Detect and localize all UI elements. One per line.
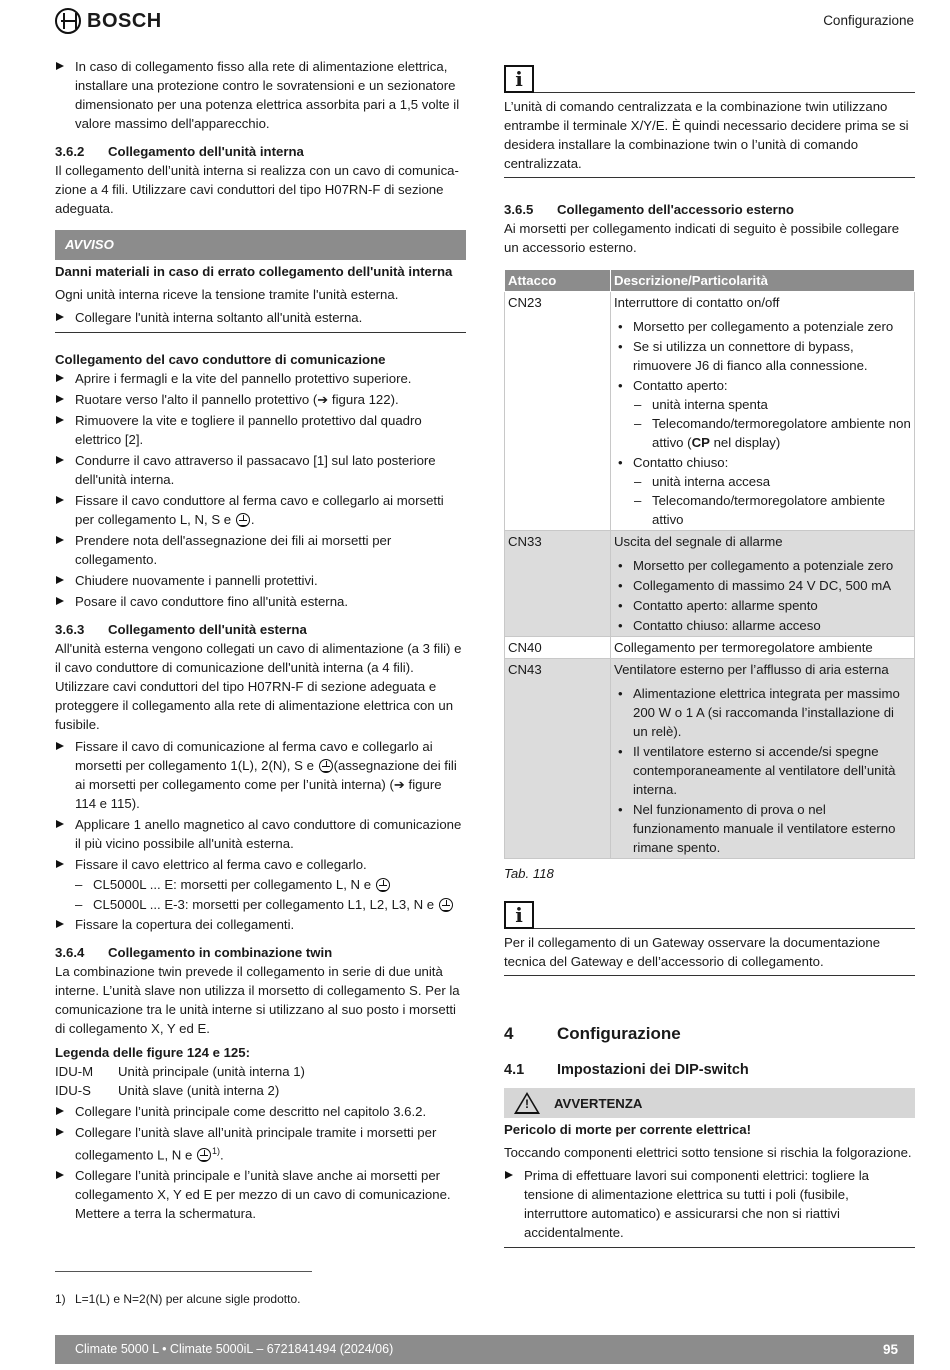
- footnote: 1) L=1(L) e N=2(N) per alcune sigle prodotto.: [55, 1292, 301, 1306]
- notice-text: Ogni unità interna riceve la tensione tramite l'unità esterna.: [55, 287, 399, 302]
- bosch-armature-icon: [55, 8, 81, 34]
- page-number: 95: [882, 1342, 898, 1357]
- list-item: Aprire i fermagli e la vite del pannello protettivo superiore.: [55, 369, 466, 388]
- earth-symbol-icon: [236, 513, 250, 527]
- list-item: Prendere nota dell'assegnazione dei fili ai morsetti per collegamento.: [55, 531, 466, 569]
- warning-bullet: Prima di effettuare lavori sui componenti elettrici: togliere la tensione di alimentazione elettrica su tutti i poli (fusibile, interruttore automatico) e assicurarsi che non si riattivi accidentalmente.: [504, 1166, 915, 1242]
- warning-title: Pericolo di morte per corrente elettrica!: [504, 1122, 751, 1137]
- table-row: CN43 Ventilatore esterno per l’afflusso di aria esterna • Alimentazione elettrica integrata per massimo 200 W o 1 A (si raccomanda l’installazione di un relè). • Il ventilatore esterno si accende/si spegne contemporaneamente al ventilatore dell’unità interna. • Nel funzionamento di prova o nel funzionamento manuale il ventilatore esterno rimane spento.: [505, 659, 915, 859]
- warning-box: [504, 1120, 915, 1248]
- warning-header: [504, 1088, 915, 1118]
- list-item: Posare il cavo conduttore fino all'unità esterna.: [55, 592, 466, 611]
- warning-label: AVVERTENZA: [554, 1095, 643, 1111]
- notice-label: AVVISO: [55, 230, 466, 260]
- footnote-divider: [55, 1271, 312, 1272]
- section-3-6-3-heading: 3.6.3 Collegamento dell'unità esterna: [55, 622, 307, 637]
- list-item: Rimuovere la vite e togliere il pannello protettivo dal quadro elettrico [2].: [55, 411, 466, 449]
- list-item: Fissare il cavo di comunicazione al ferma cavo e collegarlo ai morsetti per collegamento 1(L), 2(N), S e (assegnazione dei fili ai morsetti per collegamento come per l’unità interna) (➔ figure 114 e 115).: [55, 737, 466, 813]
- notice-bullet: Collegare l'unità interna soltanto all'unità esterna.: [55, 308, 466, 327]
- list-item: Fissare la copertura dei collegamenti.: [55, 915, 466, 934]
- section-3-6-5-heading: 3.6.5 Collegamento dell'accessorio esterno: [504, 202, 794, 217]
- table-row: CN23 Interruttore di contatto on/off • Morsetto per collegamento a potenziale zero • Se si utilizza un connettore di bypass, rimuovere J6 di fianco alla connessione. • Contatto aperto: – unità interna spenta – Telecomando/termoregolatore ambiente non attivo (CP nel display) • Contatto chiuso: – unità interna accesa – Telecomando/termoregolatore ambiente attivo: [505, 292, 915, 531]
- running-header: Configurazione: [823, 13, 914, 28]
- list-item: Collegare l’unità principale e l’unità slave anche ai morsetti per collegamento X, Y ed E per mezzo di un cavo di comunicazione. Mettere a terra la schermatura.: [55, 1166, 466, 1223]
- list-item: Collegare l’unità principale come descritto nel capitolo 3.6.2.: [55, 1102, 466, 1121]
- section-3-6-4-heading: 3.6.4 Collegamento in combinazione twin: [55, 945, 333, 960]
- section-3-6-5-text: Ai morsetti per collegamento indicati di seguito è possibile collegare un accessorio esterno.: [504, 221, 900, 255]
- info-icon: i: [504, 65, 534, 93]
- page-footer: [55, 1335, 914, 1364]
- cable-heading: Collegamento del cavo conduttore di comunicazione: [55, 352, 386, 367]
- table-header: Descrizione/Particolarità: [611, 270, 915, 292]
- list-subitem: – CL5000L ... E: morsetti per collegamento L, N e: [55, 875, 466, 894]
- list-item: Chiudere nuovamente i pannelli protettivi.: [55, 571, 466, 590]
- list-item: Condurre il cavo attraverso il passacavo [1] sul lato posteriore dell'unità interna.: [55, 451, 466, 489]
- table-header: Attacco: [505, 270, 611, 292]
- notice-title: Danni materiali in caso di errato collegamento dell'unità interna: [55, 264, 453, 279]
- earth-symbol-icon: [197, 1148, 211, 1162]
- warning-triangle-icon: [514, 1092, 540, 1114]
- table-caption: Tab. 118: [504, 866, 554, 881]
- section-4-1-heading: 4.1 Impostazioni dei DIP-switch: [504, 1062, 749, 1078]
- section-3-6-4-text: La combinazione twin prevede il collegamento in serie di due unità interne. L’unità slave non utilizza il morsetto di collegamento S. Per la comunicazione tra le unità interne si utilizzano al suo posto i morsetti di collegamento X, Y ed E.: [55, 964, 460, 1036]
- list-item: Ruotare verso l'alto il pannello protettivo (➔ figura 122).: [55, 390, 466, 409]
- earth-symbol-icon: [319, 759, 333, 773]
- notice-box: [55, 262, 466, 333]
- info-icon: i: [504, 901, 534, 929]
- info-note: Per il collegamento di un Gateway osservare la documentazione tecnica del Gateway e dell’accessorio di collegamento.: [504, 929, 915, 976]
- legend-row: IDU-M Unità principale (unità interna 1): [55, 1064, 305, 1079]
- legend-row: IDU-S Unità slave (unità interna 2): [55, 1083, 280, 1098]
- info-header: [504, 65, 915, 93]
- intro-bullet: In caso di collegamento fisso alla rete di alimentazione elettrica, installare una protezione contro le sovratensioni e un sezionatore dimensionato per una potenza elettrica assorbita pari a 1,5 volte il valore massimo dell'apparecchio.: [55, 57, 466, 133]
- list-item: Fissare il cavo conduttore al ferma cavo e collegarlo ai morsetti per collegamento L, N, S e .: [55, 491, 466, 529]
- list-item: Applicare 1 anello magnetico al cavo conduttore di comunicazione il più vicino possibile all'unità esterna.: [55, 815, 466, 853]
- earth-symbol-icon: [439, 898, 453, 912]
- footer-text: Climate 5000 L • Climate 5000iL – 6721841494 (2024/06): [75, 1342, 394, 1356]
- list-subitem: – CL5000L ... E-3: morsetti per collegamento L1, L2, L3, N e: [55, 895, 466, 914]
- legend-title: Legenda delle figure 124 e 125:: [55, 1045, 250, 1060]
- table-row: CN33 Uscita del segnale di allarme • Morsetto per collegamento a potenziale zero • Collegamento di massimo 24 V DC, 500 mA • Contatto aperto: allarme spento • Contatto chiuso: allarme acceso: [505, 531, 915, 637]
- left-column: [55, 57, 466, 1223]
- right-column: [504, 65, 915, 1248]
- list-item: Collegare l’unità slave all’unità principale tramite i morsetti per collegamento L, N e $^{1)}$.: [55, 1123, 466, 1164]
- table-row: CN40 Collegamento per termoregolatore ambiente: [505, 637, 915, 659]
- info-header: [504, 901, 915, 929]
- brand-name: BOSCH: [87, 9, 162, 32]
- warning-text: Toccando componenti elettrici sotto tensione si rischia la folgorazione.: [504, 1145, 912, 1160]
- connections-table: [504, 269, 915, 859]
- info-note: L’unità di comando centralizzata e la combinazione twin utilizzano entrambe il terminale X/Y/E. È quindi necessario decidere prima se si desidera installare la combinazione twin o l’unità di comando centralizzata.: [504, 93, 915, 178]
- section-3-6-3-text: All'unità esterna vengono collegati un cavo di alimentazione (a 3 fili) e il cavo conduttore di comunicazione dell'unità interna (a 4 fili). Utilizzare cavi conduttori del tipo H07RN-F di sezione adeguata e proteggere il collegamento alla rete di alimentazione elettrica con un fusibile.: [55, 641, 462, 732]
- list-item: Fissare il cavo elettrico al ferma cavo e collegarlo.: [55, 855, 466, 874]
- section-3-6-2-heading: 3.6.2 Collegamento dell'unità interna: [55, 144, 304, 159]
- chapter-heading: 4 Configurazione: [504, 1024, 681, 1043]
- bosch-logo: [55, 8, 162, 34]
- earth-symbol-icon: [376, 878, 390, 892]
- section-3-6-2-text: Il collegamento dell’unità interna si realizza con un cavo di comunicazione a 4 fili. Utilizzare cavi conduttori del tipo H07RN-F di sezione adeguata.: [55, 163, 459, 216]
